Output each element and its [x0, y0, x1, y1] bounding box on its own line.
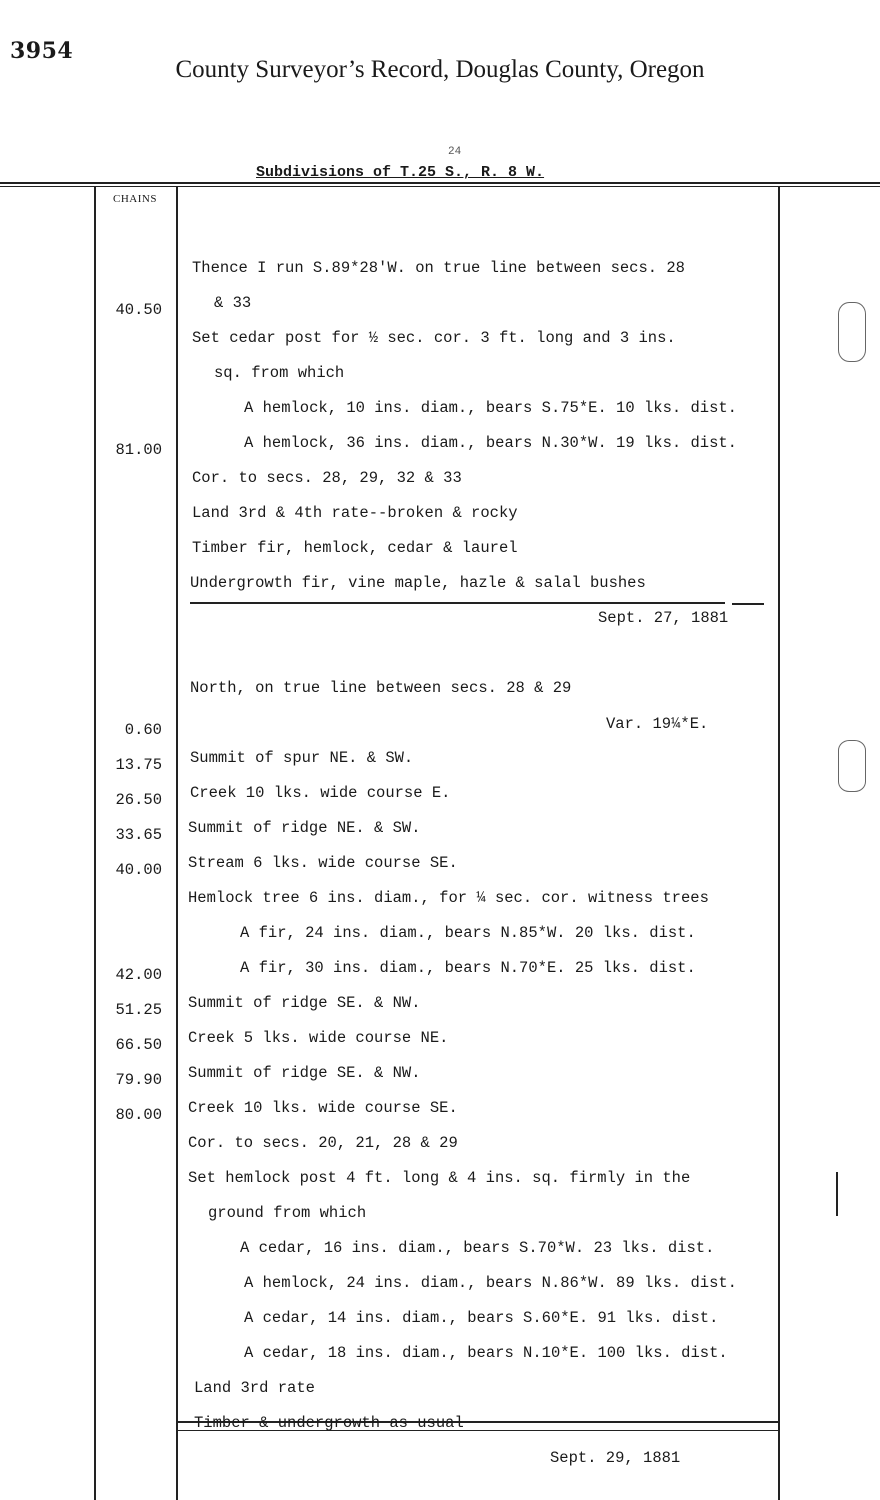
entry-text: sq. from which: [214, 364, 345, 382]
entry-text: A cedar, 14 ins. diam., bears S.60*E. 91 lks. dist.: [244, 1309, 719, 1327]
entry-text: Timber fir, hemlock, cedar & laurel: [192, 539, 518, 557]
survey-entry: [0, 198, 880, 277]
entry-text: A hemlock, 36 ins. diam., bears N.30*W. 19 lks. dist.: [244, 434, 737, 452]
chains-column-header: CHAINS: [113, 193, 157, 205]
entry-text: Creek 5 lks. wide course NE.: [188, 1029, 449, 1047]
entry-text: A fir, 24 ins. diam., bears N.85*W. 20 lks. dist.: [240, 924, 696, 942]
entry-text: Cor. to secs. 20, 21, 28 & 29: [188, 1134, 458, 1152]
chain-distance: 0.60: [124, 721, 162, 739]
chain-distance: 42.00: [115, 966, 162, 984]
entry-text: Land 3rd rate: [194, 1379, 315, 1397]
chain-distance: 40.50: [115, 301, 162, 319]
chain-distance: 79.90: [115, 1071, 162, 1089]
survey-date-text: Sept. 29, 1881: [550, 1449, 681, 1467]
entry-text: North, on true line between secs. 28 & 29: [190, 679, 572, 697]
page-number: 3954: [10, 38, 74, 64]
entry-text: Thence I run S.89*28'W. on true line between secs. 28: [192, 259, 685, 277]
chain-distance: 66.50: [115, 1036, 162, 1054]
survey-date-text: Sept. 27, 1881: [598, 609, 729, 627]
subdivision-heading: Subdivisions of T.25 S., R. 8 W.: [256, 164, 545, 181]
chain-distance: 13.75: [115, 756, 162, 774]
entry-text: ground from which: [208, 1204, 367, 1222]
entry-text: Set hemlock post 4 ft. long & 4 ins. sq. firmly in the: [188, 1169, 691, 1187]
entry-text: A hemlock, 24 ins. diam., bears N.86*W. 89 lks. dist.: [244, 1274, 737, 1292]
entry-text: Set cedar post for ½ sec. cor. 3 ft. long and 3 ins.: [192, 329, 676, 347]
entry-text: Stream 6 lks. wide course SE.: [188, 854, 458, 872]
chain-distance: 80.00: [115, 1106, 162, 1124]
entry-text: Creek 10 lks. wide course SE.: [188, 1099, 458, 1117]
entry-text: Creek 10 lks. wide course E.: [190, 784, 451, 802]
chain-distance: 51.25: [115, 1001, 162, 1019]
entry-text: Summit of ridge SE. & NW.: [188, 994, 421, 1012]
entry-text: Summit of spur NE. & SW.: [190, 749, 414, 767]
entry-text: A cedar, 18 ins. diam., bears N.10*E. 100 lks. dist.: [244, 1344, 728, 1362]
entry-text: Summit of ridge SE. & NW.: [188, 1064, 421, 1082]
entry-text: Hemlock tree 6 ins. diam., for ¼ sec. cor. witness trees: [188, 889, 709, 907]
entry-text: A fir, 30 ins. diam., bears N.70*E. 25 lks. dist.: [240, 959, 696, 977]
entry-text: Timber & undergrowth as usual: [194, 1414, 464, 1432]
entry-text: & 33: [214, 294, 252, 312]
chain-distance: 81.00: [115, 441, 162, 459]
record-title: County Surveyor’s Record, Douglas County, Oregon: [175, 56, 705, 83]
chain-distance: 26.50: [115, 791, 162, 809]
entry-text: Cor. to secs. 28, 29, 32 & 33: [192, 469, 462, 487]
entry-text: Summit of ridge NE. & SW.: [188, 819, 421, 837]
entry-text: Undergrowth fir, vine maple, hazle & salal bushes: [190, 574, 646, 592]
chain-distance: 40.00: [115, 861, 162, 879]
entry-text: Land 3rd & 4th rate--broken & rocky: [192, 504, 518, 522]
variation-text: Var. 19¼*E.: [606, 715, 709, 733]
chain-distance: 33.65: [115, 826, 162, 844]
handwritten-page-mark: 24: [448, 146, 462, 158]
entry-text: A cedar, 16 ins. diam., bears S.70*W. 23 lks. dist.: [240, 1239, 715, 1257]
survey-entry: [0, 618, 880, 697]
entry-text: A hemlock, 10 ins. diam., bears S.75*E. 10 lks. dist.: [244, 399, 737, 417]
